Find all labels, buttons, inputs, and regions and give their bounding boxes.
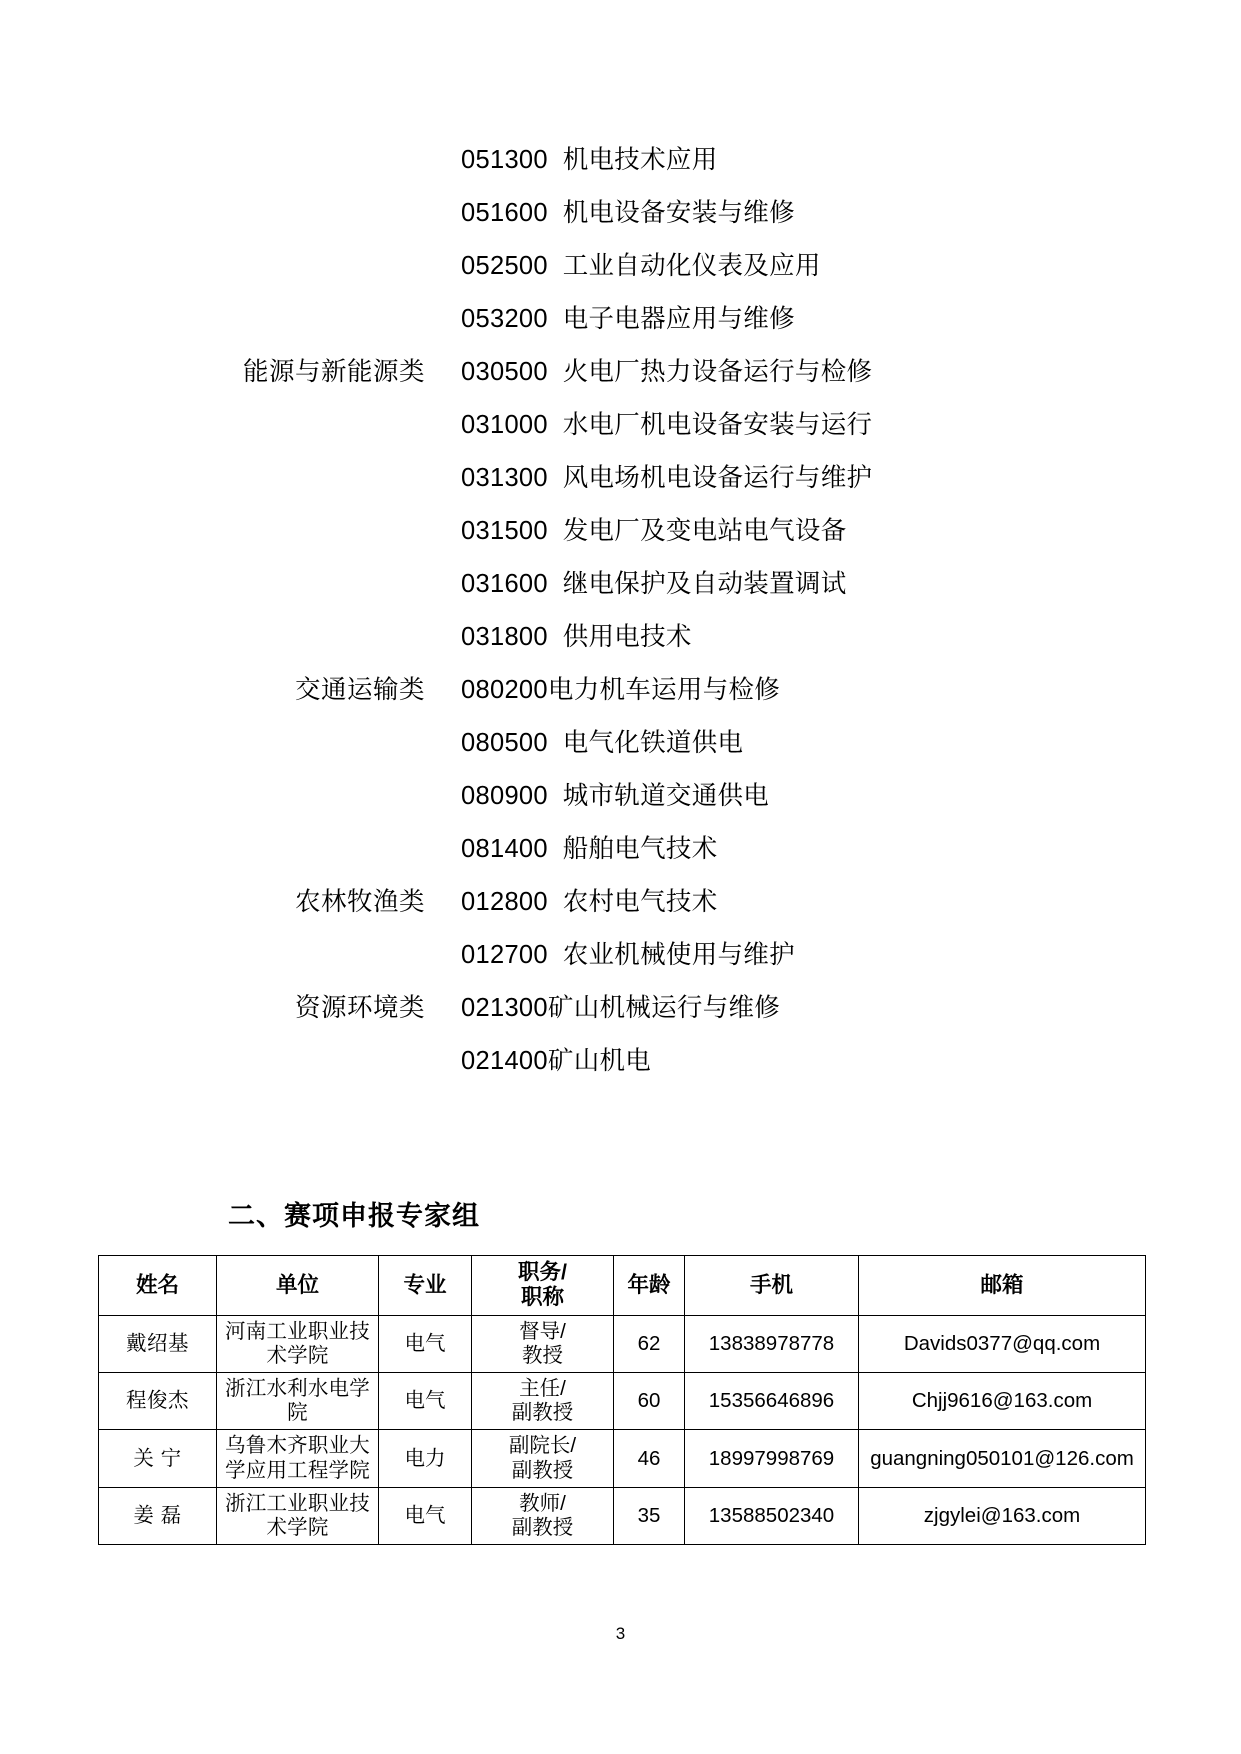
- major-code: 031600: [461, 570, 548, 598]
- major-code: 031300: [461, 464, 548, 492]
- major-list-row: [0, 776, 1241, 829]
- major-list-row: [0, 882, 1241, 935]
- major-name: 船舶电气技术: [562, 835, 718, 863]
- cell-expert-unit: 河南工业职业技术学院: [217, 1315, 379, 1372]
- major-specialty-entry: [425, 511, 1241, 547]
- cell-expert-name: 姜 磊: [99, 1487, 217, 1544]
- column-header-phone: 手机: [685, 1256, 859, 1316]
- major-list-row: [0, 352, 1241, 405]
- major-list-row: [0, 564, 1241, 617]
- major-name: 矿山机械运行与维修: [547, 994, 781, 1022]
- major-code-separator: [548, 464, 563, 492]
- cell-expert-title: [472, 1430, 614, 1487]
- cell-expert-title-line1: 主任/: [519, 1377, 566, 1401]
- major-name: 机电设备安装与维修: [562, 199, 795, 227]
- cell-expert-major: 电气: [379, 1373, 472, 1430]
- major-name: 供用电技术: [562, 623, 692, 651]
- column-header-title: [472, 1256, 614, 1316]
- major-category-label: 资源环境类: [294, 994, 425, 1022]
- major-name: 发电厂及变电站电气设备: [562, 517, 847, 545]
- cell-expert-title-line2: 副教授: [511, 1516, 574, 1540]
- major-name: 风电场机电设备运行与维护: [562, 464, 873, 492]
- cell-expert-name: 戴绍基: [99, 1315, 217, 1372]
- column-header-title-line1: 职务/: [518, 1260, 567, 1284]
- table-row: [99, 1487, 1146, 1544]
- major-list-row: [0, 193, 1241, 246]
- column-header-major: 专业: [379, 1256, 472, 1316]
- major-specialty-entry: [425, 776, 1241, 812]
- cell-expert-title-line1: 副院长/: [508, 1434, 577, 1458]
- cell-expert-major: 电气: [379, 1487, 472, 1544]
- major-name: 火电厂热力设备运行与检修: [562, 358, 873, 386]
- major-list-row: [0, 299, 1241, 352]
- major-code: 012800: [461, 888, 548, 916]
- cell-expert-title-line2: 副教授: [511, 1458, 574, 1482]
- cell-expert-email: zjgylei@163.com: [859, 1487, 1146, 1544]
- major-code-separator: [548, 835, 563, 863]
- major-specialty-entry: [425, 564, 1241, 600]
- cell-expert-title-line2: 教授: [522, 1343, 563, 1367]
- major-code-separator: [548, 146, 563, 174]
- cell-expert-name: 程俊杰: [99, 1373, 217, 1430]
- major-category-label: 交通运输类: [294, 676, 425, 704]
- cell-expert-phone: 13588502340: [685, 1487, 859, 1544]
- major-specialty-entry: [425, 246, 1241, 282]
- cell-expert-age: 46: [614, 1430, 685, 1487]
- major-specialty-entry: [425, 193, 1241, 229]
- major-code: 021400: [461, 1047, 548, 1075]
- cell-expert-major: 电气: [379, 1315, 472, 1372]
- major-list-row: [0, 140, 1241, 193]
- column-header-age: 年龄: [614, 1256, 685, 1316]
- major-name: 农业机械使用与维护: [562, 941, 795, 969]
- column-header-email: 邮箱: [859, 1256, 1146, 1316]
- cell-expert-major: 电力: [379, 1430, 472, 1487]
- major-code-separator: [548, 623, 563, 651]
- cell-expert-title: [472, 1373, 614, 1430]
- major-specialty-entry: [425, 617, 1241, 653]
- major-code-separator: [548, 941, 563, 969]
- major-list-row: [0, 829, 1241, 882]
- major-specialty-entry: [425, 405, 1241, 441]
- cell-expert-name: 关 宁: [99, 1430, 217, 1487]
- major-code-separator: [548, 517, 563, 545]
- major-list-row: [0, 670, 1241, 723]
- major-name: 农村电气技术: [562, 888, 718, 916]
- major-name: 工业自动化仪表及应用: [562, 252, 821, 280]
- major-specialty-entry: [425, 458, 1241, 494]
- table-row: [99, 1315, 1146, 1372]
- major-name: 矿山机电: [547, 1047, 652, 1075]
- major-code-separator: [548, 199, 563, 227]
- cell-expert-email: Davids0377@qq.com: [859, 1315, 1146, 1372]
- cell-expert-email: Chjj9616@163.com: [859, 1373, 1146, 1430]
- major-category-label: 能源与新能源类: [242, 358, 425, 386]
- major-list-row: [0, 988, 1241, 1041]
- major-name: 城市轨道交通供电: [562, 782, 770, 810]
- major-list-row: [0, 458, 1241, 511]
- table-row: [99, 1430, 1146, 1487]
- column-header-title-line2: 职称: [520, 1285, 564, 1310]
- major-specialty-entry: [425, 723, 1241, 759]
- major-code: 031800: [461, 623, 548, 651]
- table-row: [99, 1373, 1146, 1430]
- major-code: 030500: [461, 358, 548, 386]
- major-name: 电气化铁道供电: [562, 729, 744, 757]
- major-code: 021300: [461, 994, 548, 1022]
- major-code-separator: [548, 729, 563, 757]
- major-code-separator: [548, 888, 563, 916]
- major-code-separator: [548, 411, 563, 439]
- major-list-row: [0, 405, 1241, 458]
- major-list-row: [0, 246, 1241, 299]
- major-name: 电子电器应用与维修: [562, 305, 795, 333]
- major-name: 机电技术应用: [562, 146, 718, 174]
- table-header: [99, 1256, 1146, 1316]
- major-code-separator: [548, 252, 563, 280]
- major-code-separator: [548, 305, 563, 333]
- major-code: 080500: [461, 729, 548, 757]
- cell-expert-age: 60: [614, 1373, 685, 1430]
- major-list-row: [0, 935, 1241, 988]
- major-specialty-entry: [425, 140, 1241, 176]
- cell-expert-unit: 浙江水利水电学院: [217, 1373, 379, 1430]
- cell-expert-age: 35: [614, 1487, 685, 1544]
- major-code: 081400: [461, 835, 548, 863]
- cell-expert-title-line1: 教师/: [519, 1491, 566, 1515]
- table-header-row: [99, 1256, 1146, 1316]
- major-specialty-entry: [425, 988, 1241, 1024]
- major-specialty-entry: [425, 670, 1241, 706]
- major-code: 051600: [461, 199, 548, 227]
- major-specialty-entry: [425, 1041, 1241, 1077]
- section-heading-expert-group: 二、赛项申报专家组: [228, 1201, 480, 1231]
- column-header-name: 姓名: [99, 1256, 217, 1316]
- cell-expert-phone: 18997998769: [685, 1430, 859, 1487]
- major-specialty-entry: [425, 829, 1241, 865]
- table-body: [99, 1315, 1146, 1545]
- major-code: 031500: [461, 517, 548, 545]
- major-code-separator: [548, 782, 563, 810]
- cell-expert-email: guangning050101@126.com: [859, 1430, 1146, 1487]
- major-code-separator: [548, 570, 563, 598]
- major-code-separator: [548, 358, 563, 386]
- major-code: 080200: [461, 676, 548, 704]
- cell-expert-unit: 浙江工业职业技术学院: [217, 1487, 379, 1544]
- cell-expert-phone: 13838978778: [685, 1315, 859, 1372]
- major-code: 012700: [461, 941, 548, 969]
- major-name: 继电保护及自动装置调试: [562, 570, 847, 598]
- column-header-unit: 单位: [217, 1256, 379, 1316]
- major-list-row: [0, 1041, 1241, 1094]
- cell-expert-unit: 乌鲁木齐职业大学应用工程学院: [217, 1430, 379, 1487]
- major-name: 电力机车运用与检修: [547, 676, 781, 704]
- major-specialty-entry: [425, 935, 1241, 971]
- major-code: 052500: [461, 252, 548, 280]
- major-category-list: [0, 140, 1241, 1094]
- major-code: 031000: [461, 411, 548, 439]
- major-code: 080900: [461, 782, 548, 810]
- major-list-row: [0, 511, 1241, 564]
- cell-expert-title: [472, 1487, 614, 1544]
- cell-expert-title-line2: 副教授: [511, 1401, 574, 1425]
- cell-expert-title-line1: 督导/: [519, 1319, 566, 1343]
- major-specialty-entry: [425, 299, 1241, 335]
- major-name: 水电厂机电设备安装与运行: [562, 411, 873, 439]
- major-specialty-entry: [425, 882, 1241, 918]
- major-code: 051300: [461, 146, 548, 174]
- major-specialty-entry: [425, 352, 1241, 388]
- major-list-row: [0, 723, 1241, 776]
- major-list-row: [0, 617, 1241, 670]
- page-number: 3: [615, 1624, 626, 1643]
- cell-expert-title: [472, 1315, 614, 1372]
- cell-expert-age: 62: [614, 1315, 685, 1372]
- major-category-label: 农林牧渔类: [294, 888, 425, 916]
- cell-expert-phone: 15356646896: [685, 1373, 859, 1430]
- expert-group-table: [98, 1255, 1146, 1545]
- major-code: 053200: [461, 305, 548, 333]
